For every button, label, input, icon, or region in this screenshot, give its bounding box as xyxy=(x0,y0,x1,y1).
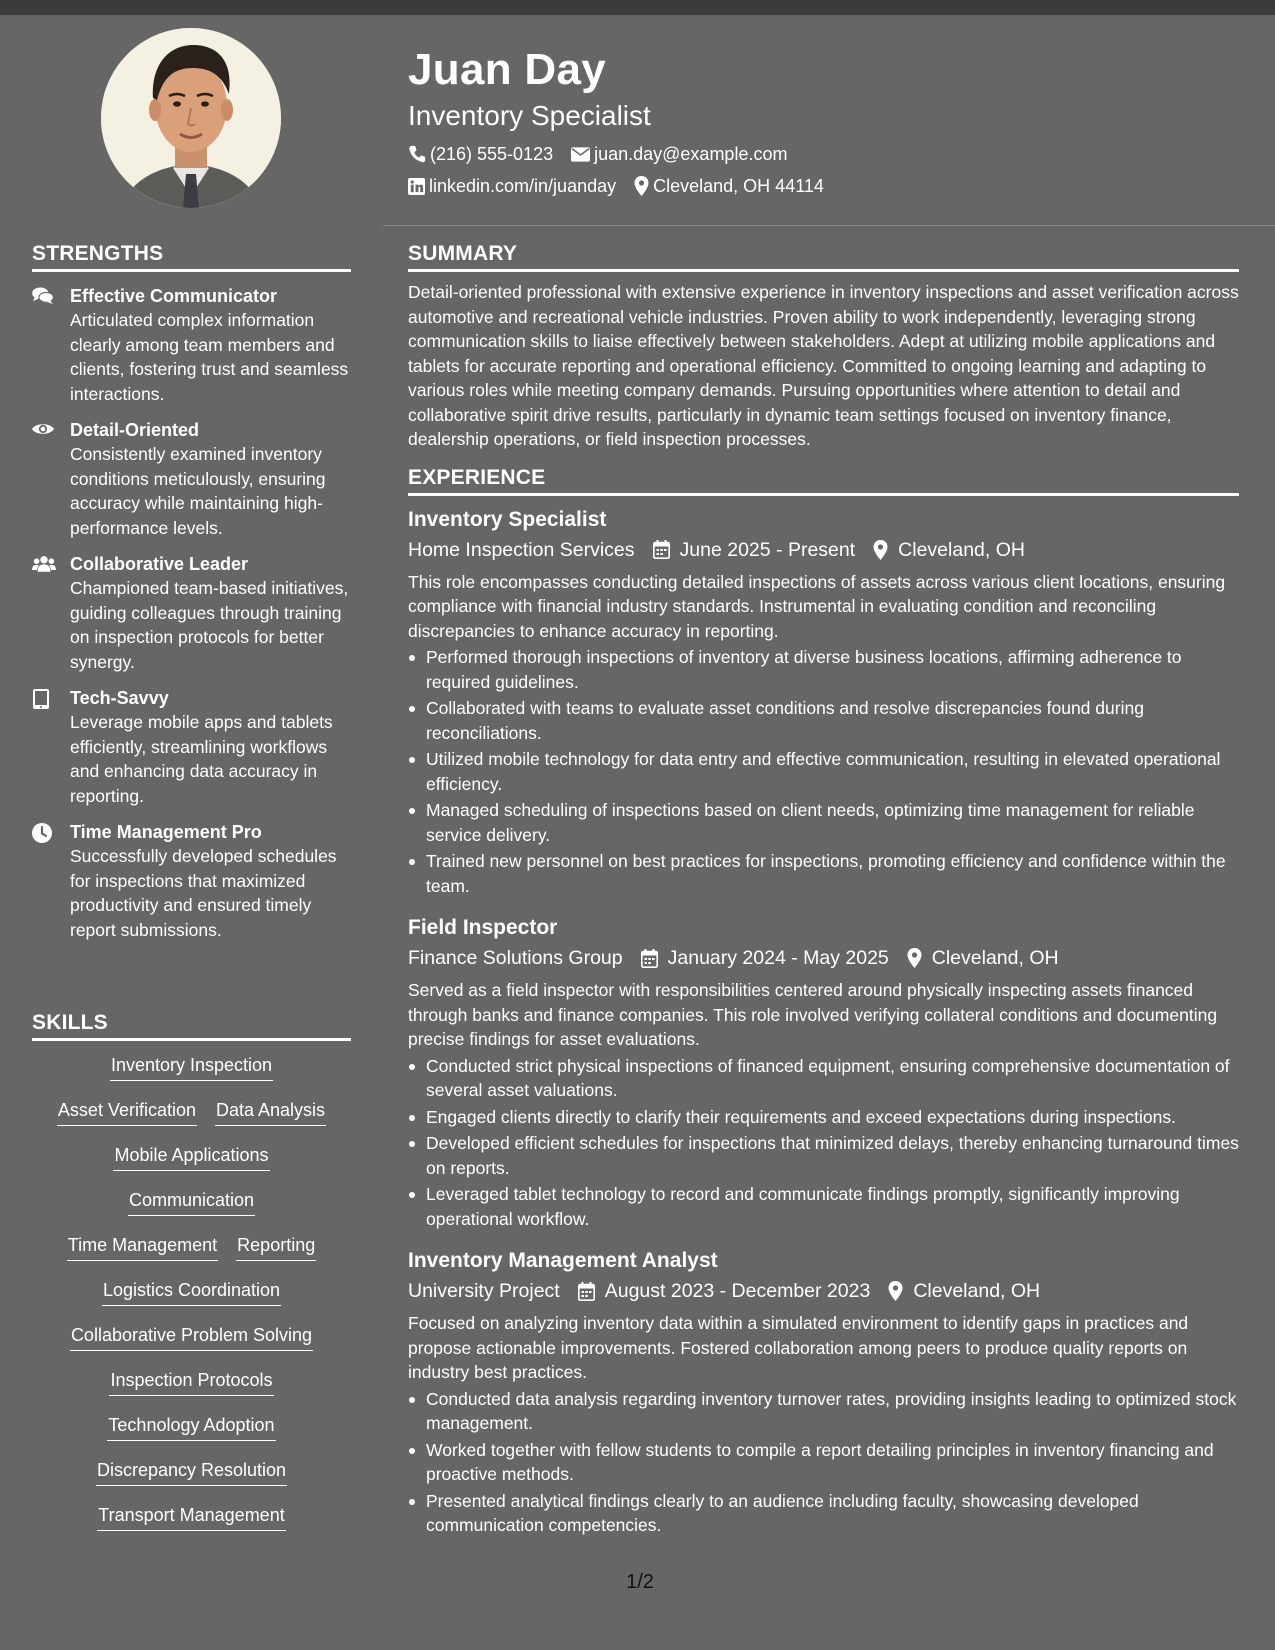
strengths-heading: STRENGTHS xyxy=(32,242,351,272)
strength-desc: Championed team-based initiatives, guiding colleagues through training on inspection protocols for better synergy. xyxy=(70,578,349,672)
main-column xyxy=(408,242,1239,1538)
strength-title: Tech-Savvy xyxy=(70,688,169,708)
candidate-name: Juan Day xyxy=(408,45,607,94)
job-location: Cleveland, OH xyxy=(898,538,1025,561)
strength-desc: Successfully developed schedules for inspections that maximized productivity and ensured timely report submissions. xyxy=(70,846,337,940)
candidate-title: Inventory Specialist xyxy=(408,100,651,131)
job-bullets xyxy=(408,1387,1239,1538)
job-bullets xyxy=(408,645,1239,898)
job-entry xyxy=(408,914,1239,1231)
clock-icon xyxy=(32,823,52,843)
strength-title: Effective Communicator xyxy=(70,286,278,306)
strengths-section xyxy=(32,242,351,942)
job-description: Focused on analyzing inventory data within a simulated environment to identify gaps in practices and propose actionable improvements. Fostered collaboration among peers to produce quality reports on industry best practices. xyxy=(408,1313,1189,1382)
users-icon xyxy=(32,555,56,572)
experience-heading: EXPERIENCE xyxy=(408,466,1239,496)
skills-section xyxy=(32,1011,351,1548)
job-description: This role encompasses conducting detailed inspections of assets across various client locations, ensuring compliance with financial industry standards. Instrumental in evaluating condition and reconciling discrepancies to enhance accuracy in reporting. xyxy=(408,571,1226,641)
skill-tag: Transport Management xyxy=(97,1503,285,1531)
skill-tag: Time Management xyxy=(67,1233,218,1261)
job-meta xyxy=(408,944,1239,972)
job-bullet: Leveraged tablet technology to record and communicate findings promptly, significantly improving operational workflow. xyxy=(408,1182,1239,1231)
job-meta xyxy=(408,536,1239,564)
job-meta xyxy=(408,1277,1239,1305)
job-bullet: Engaged clients directly to clarify their requirements and exceed expectations during inspections. xyxy=(408,1105,1239,1130)
job-bullet: Utilized mobile technology for data entry and effective communication, resulting in elevated operational efficiency. xyxy=(408,747,1239,796)
job-dates: January 2024 - May 2025 xyxy=(667,947,889,969)
job-company: University Project xyxy=(408,1280,560,1302)
skill-tag: Data Analysis xyxy=(215,1098,326,1126)
strength-desc: Consistently examined inventory conditions meticulously, ensuring accuracy while maintaining high-performance levels. xyxy=(70,444,326,538)
strength-item xyxy=(32,552,351,674)
job-bullets xyxy=(408,1054,1239,1232)
job-bullet: Developed efficient schedules for inspections that minimized delays, thereby enhancing turnaround times on reports. xyxy=(408,1131,1239,1180)
job-bullet: Collaborated with teams to evaluate asset conditions and resolve discrepancies found during reconciliations. xyxy=(408,696,1239,745)
strength-item xyxy=(32,284,351,406)
skill-tag: Communication xyxy=(128,1188,255,1216)
linkedin-icon xyxy=(408,178,425,195)
job-title: Field Inspector xyxy=(408,916,558,939)
job-location: Cleveland, OH xyxy=(913,1280,1041,1302)
contact-row-2 xyxy=(408,174,1238,198)
job-company: Finance Solutions Group xyxy=(408,947,623,969)
page-number: 1/2 xyxy=(626,1571,654,1593)
job-dates: August 2023 - December 2023 xyxy=(604,1280,871,1302)
job-company: Home Inspection Services xyxy=(408,538,635,561)
skill-tag: Reporting xyxy=(236,1233,316,1261)
phone-icon xyxy=(408,145,426,163)
contact-row-1 xyxy=(408,142,1238,166)
strength-item xyxy=(32,820,351,942)
skill-tag: Technology Adoption xyxy=(107,1413,275,1441)
job-title: Inventory Management Analyst xyxy=(408,1249,718,1272)
skills-list xyxy=(32,1053,351,1548)
comments-icon xyxy=(32,287,54,305)
job-title: Inventory Specialist xyxy=(408,507,607,531)
strength-item xyxy=(32,418,351,540)
skill-tag: Asset Verification xyxy=(57,1098,197,1126)
eye-icon xyxy=(32,421,54,437)
strength-item xyxy=(32,686,351,808)
skill-tag: Mobile Applications xyxy=(113,1143,269,1171)
job-bullet: Managed scheduling of inspections based on client needs, optimizing time management for reliable service delivery. xyxy=(408,798,1239,847)
map-pin-icon xyxy=(907,948,922,968)
profile-photo xyxy=(101,28,281,208)
skill-tag: Discrepancy Resolution xyxy=(96,1458,287,1486)
summary-heading: SUMMARY xyxy=(408,242,1239,272)
calendar-icon xyxy=(653,540,670,559)
job-bullet: Presented analytical findings clearly to an audience including faculty, showcasing developed communication competencies. xyxy=(408,1489,1239,1538)
top-bar xyxy=(0,0,1275,15)
tablet-icon xyxy=(32,689,50,709)
linkedin-contact[interactable] xyxy=(408,174,616,198)
skill-tag: Inspection Protocols xyxy=(109,1368,273,1396)
job-bullet: Conducted data analysis regarding inventory turnover rates, providing insights leading to optimized stock management. xyxy=(408,1387,1239,1436)
calendar-icon xyxy=(641,949,658,968)
skill-tag: Collaborative Problem Solving xyxy=(70,1323,313,1351)
strength-desc: Articulated complex information clearly among team members and clients, fostering trust and seamless interactions. xyxy=(70,310,349,404)
job-description: Served as a field inspector with responsibilities centered around physically inspecting assets financed through banks and finance companies. This role involved verifying collateral conditions and documenting precise findings for asset evaluations. xyxy=(408,980,1218,1049)
location-contact xyxy=(634,174,824,198)
email-text: juan.day@example.com xyxy=(594,144,788,164)
map-pin-icon xyxy=(634,176,649,196)
map-pin-icon xyxy=(873,540,888,560)
envelope-icon xyxy=(571,147,590,162)
calendar-icon xyxy=(578,1282,595,1301)
location-text: Cleveland, OH 44114 xyxy=(653,176,824,196)
job-location: Cleveland, OH xyxy=(931,947,1059,969)
strength-title: Time Management Pro xyxy=(70,822,262,842)
job-dates: June 2025 - Present xyxy=(679,538,856,561)
phone-text: (216) 555-0123 xyxy=(430,144,554,164)
strength-title: Collaborative Leader xyxy=(70,554,249,574)
job-entry xyxy=(408,1247,1239,1538)
job-bullet: Worked together with fellow students to compile a report detailing principles in inventory financing and proactive methods. xyxy=(408,1438,1239,1487)
linkedin-text: linkedin.com/in/juanday xyxy=(429,176,617,196)
job-bullet: Performed thorough inspections of inventory at diverse business locations, affirming adherence to required guidelines. xyxy=(408,645,1239,694)
resume-header xyxy=(408,44,1238,198)
skill-tag: Logistics Coordination xyxy=(102,1278,281,1306)
job-bullet: Trained new personnel on best practices for inspections, promoting efficiency and confidence within the team. xyxy=(408,849,1239,898)
summary-text: Detail-oriented professional with extensive experience in inventory inspections and asset verification across automotive and recreational vehicle industries. Proven ability to work independently, leveraging strong communication skills to liaise effectively between stakeholders. Adept at utilizing mobile applications and tablets for accurate reporting and operational efficiency. Committed to ongoing learning and adapting to various roles while meeting company demands. Pursuing opportunities where attention to detail and collaborative spirit drive results, particularly in dynamic team settings focused on inventory finance, dealership operations, or field inspection processes. xyxy=(408,282,1239,449)
email-contact[interactable] xyxy=(571,142,787,166)
job-bullet: Conducted strict physical inspections of financed equipment, ensuring comprehensive documentation of several asset valuations. xyxy=(408,1054,1239,1103)
strength-title: Detail-Oriented xyxy=(70,420,200,440)
map-pin-icon xyxy=(888,1281,903,1301)
header-divider xyxy=(383,225,1275,226)
job-entry xyxy=(408,506,1239,899)
phone-contact[interactable] xyxy=(408,142,553,166)
strength-desc: Leverage mobile apps and tablets efficiently, streamlining workflows and enhancing data accuracy in reporting. xyxy=(70,712,333,806)
skill-tag: Inventory Inspection xyxy=(110,1053,273,1081)
skills-heading: SKILLS xyxy=(32,1011,351,1041)
